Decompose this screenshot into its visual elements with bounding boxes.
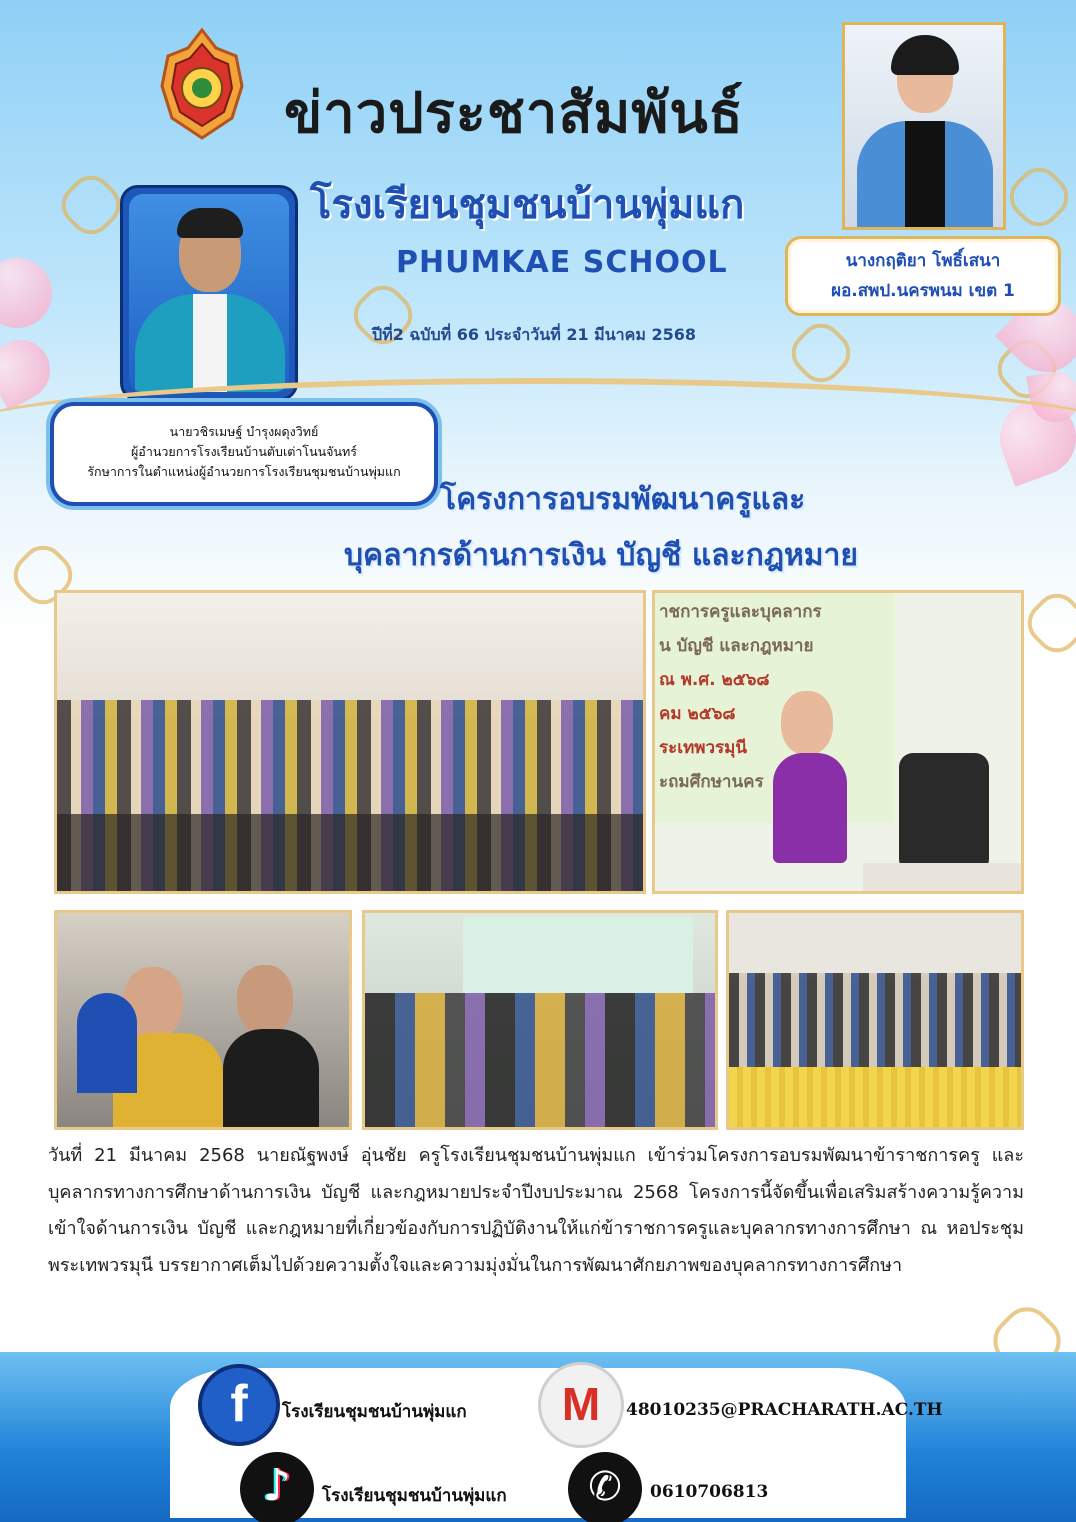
issue-info: ปีที่2 ฉบับที่ 66 ประจำวันที่ 21 มีนาคม 2568: [372, 325, 696, 344]
director-left-name: นายวชิรเมษฐ์ บำรุงผดุงวิทย์: [169, 424, 319, 439]
tiktok-label[interactable]: โรงเรียนชุมชนบ้านพุ่มแก: [322, 1486, 507, 1506]
ornament-icon: [53, 167, 129, 243]
director-left-caption: [50, 402, 438, 506]
phone-label[interactable]: 0610706813: [650, 1482, 769, 1502]
article-body: วันที่ 21 มีนาคม 2568 นายณัฐพงษ์ อุ่นชัย ครูโรงเรียนชุมชนบ้านพุ่มแก เข้าร่วมโครงการอบรมพัฒนาข้าราชการครู และบุคลากรทางการศึกษาด้านการเงิน บัญชี และกฎหมายประจำปีงบประมาณ 2568 โครงการนี้จัดขึ้นเพื่อเสริมสร้างความรู้ความเข้าใจด้านการเงิน บัญชี และกฎหมายที่เกี่ยวข้องกับการปฏิบัติงานให้แก่ข้าราชการครูและบุคลากรทางการศึกษา ณ หอประชุมพระเทพวรมุนี บรรยากาศเต็มไปด้วยความตั้งใจและความมุ่งมั่นในการพัฒนาศักยภาพของบุคลากรทางการศึกษา: [48, 1145, 1024, 1276]
pink-flower-icon: [0, 329, 61, 411]
facebook-label[interactable]: โรงเรียนชุมชนบ้านพุ่มแก: [282, 1402, 467, 1422]
headline-line2: บุคลากรด้านการเงิน บัญชี และกฎหมาย: [344, 538, 858, 573]
newsletter-title: ข่าวประชาสัมพันธ์: [284, 80, 744, 146]
director-right-caption: [785, 236, 1061, 316]
school-name-english: PHUMKAE SCHOOL: [396, 245, 728, 280]
tiktok-icon[interactable]: ♪: [240, 1452, 314, 1522]
director-left-acting: รักษาการในตำแหน่งผู้อำนวยการโรงเรียนชุมชนบ้านพุ่มแก: [87, 464, 401, 479]
pink-flower-icon: [0, 248, 62, 338]
director-left-photo: [120, 185, 298, 401]
ornament-icon: [783, 315, 859, 391]
director-right-photo: [842, 22, 1006, 230]
director-right-position: ผอ.สพป.นครพนม เขต 1: [831, 281, 1015, 301]
slide-text: าชการครูและบุคลากร น บัญชี และกฎหมาย ณ พ.ศ. ๒๕๖๘ คม ๒๕๖๘ ระเทพวรมุนี ะถมศึกษานคร: [659, 602, 822, 792]
school-logo: [156, 26, 248, 144]
school-name-thai: โรงเรียนชุมชนบ้านพุ่มแก: [310, 182, 745, 228]
facebook-icon[interactable]: f: [198, 1364, 280, 1446]
ornament-icon: [1019, 585, 1076, 661]
footer-band: [0, 1352, 1076, 1522]
photo-speaker-stage: [652, 590, 1024, 894]
director-left-position: ผู้อำนวยการโรงเรียนบ้านตับเต่าโนนจันทร์: [130, 444, 357, 459]
ornament-icon: [1001, 159, 1076, 235]
headline-line1: โครงการอบรมพัฒนาครูและ: [440, 482, 806, 517]
phone-icon[interactable]: ✆: [568, 1452, 642, 1522]
director-right-name: นางกฤติยา โพธิ์เสนา: [845, 251, 1001, 271]
email-label[interactable]: 48010235@PRACHARATH.AC.TH: [626, 1400, 943, 1420]
photo-group-hall: [54, 590, 646, 894]
photo-seated-guests: [54, 910, 352, 1130]
photo-audience: [726, 910, 1024, 1130]
photo-group-stage: [362, 910, 718, 1130]
email-icon[interactable]: M: [538, 1362, 624, 1448]
